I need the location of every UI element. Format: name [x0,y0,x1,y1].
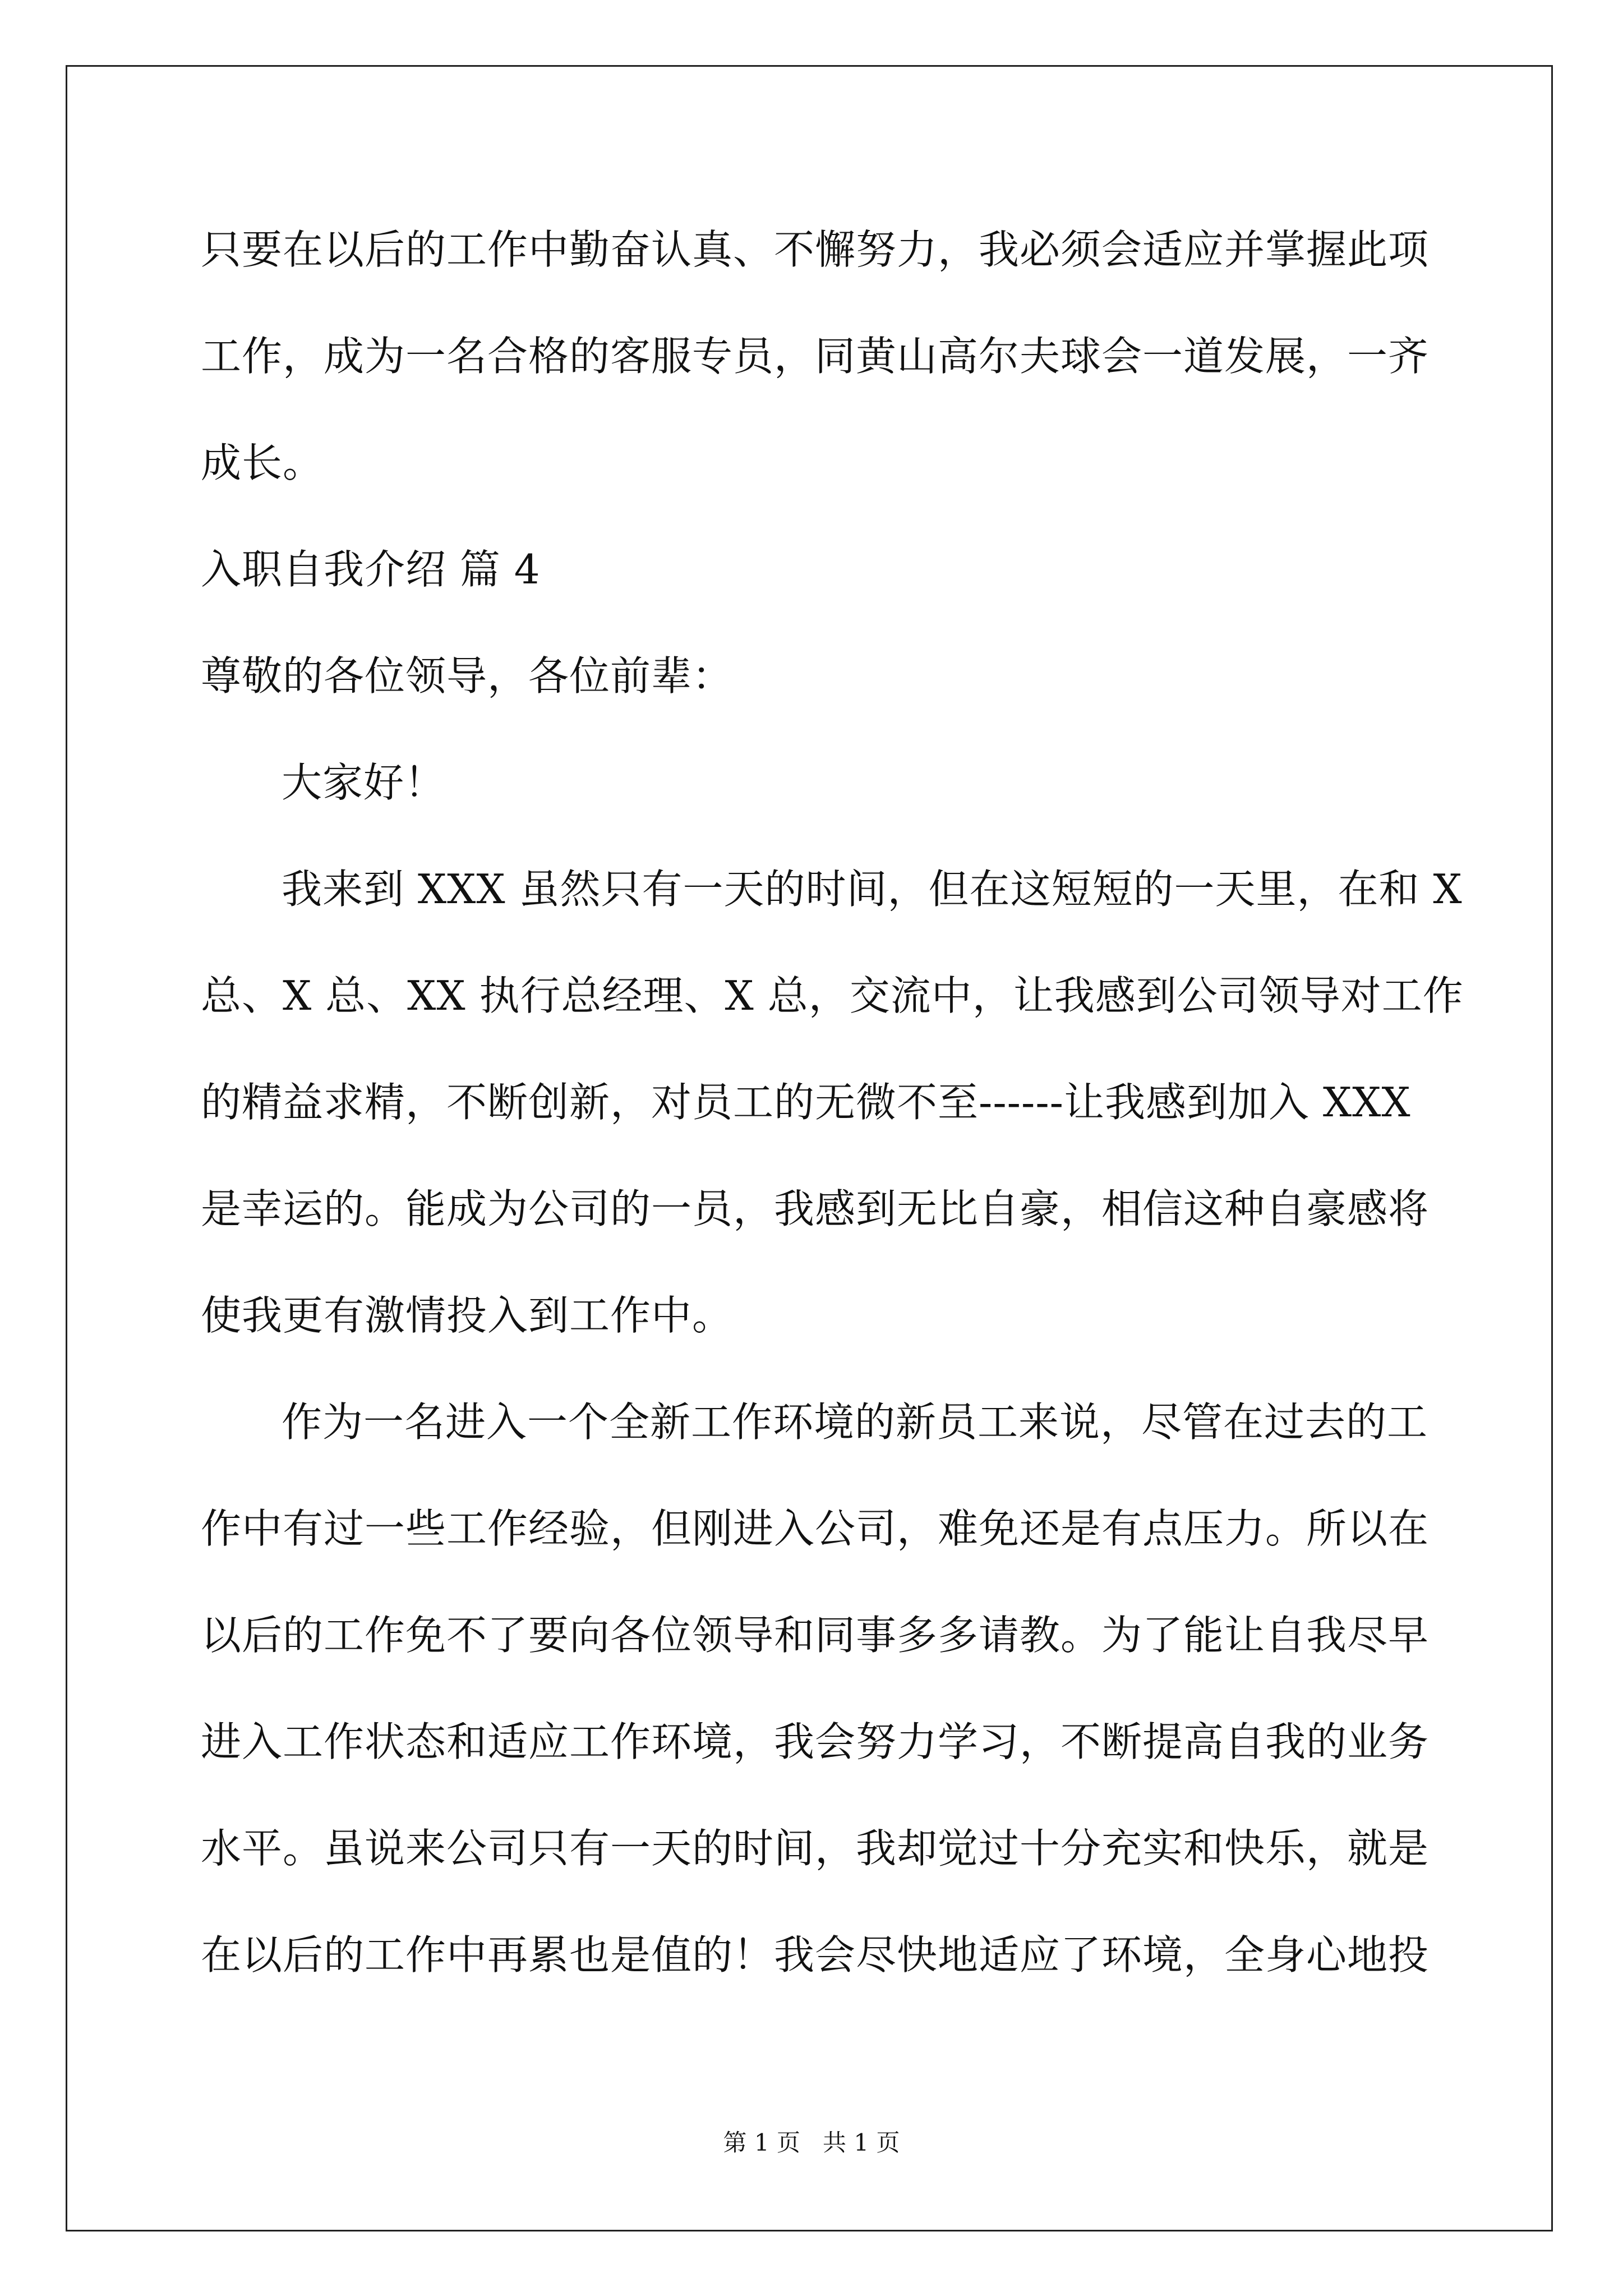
body-line: 在以后的工作中再累也是值的！我会尽快地适应了环境，全身心地投 [201,1931,1430,1978]
body-line: 水平。虽说来公司只有一天的时间，我却觉过十分充实和快乐，就是 [201,1825,1430,1872]
body-line: 以后的工作免不了要向各位领导和同事多多请教。为了能让自我尽早 [201,1612,1430,1659]
body-line: 工作，成为一名合格的客服专员，同黄山高尔夫球会一道发展，一齐 [201,333,1430,380]
body-line: 是幸运的。能成为公司的一员，我感到无比自豪，相信这种自豪感将 [201,1185,1430,1232]
body-line: 进入工作状态和适应工作环境，我会努力学习，不断提高自我的业务 [201,1718,1430,1765]
salutation: 尊敬的各位领导，各位前辈： [201,652,734,700]
page-footer: 第 1 页 共 1 页 [723,2129,900,2156]
body-line: 的精益求精，不断创新，对员工的无微不至------让我感到加入 XXX [201,1079,1411,1126]
body-line: 作为一名进入一个全新工作环境的新员工来说，尽管在过去的工 [282,1398,1428,1446]
section-heading: 入职自我介绍 篇 4 [201,546,541,593]
greeting: 大家好！ [282,759,446,806]
body-line: 使我更有激情投入到工作中。 [201,1292,734,1339]
body-line: 成长。 [201,439,324,486]
body-line: 只要在以后的工作中勤奋认真、不懈努力，我必须会适应并掌握此项 [201,226,1430,273]
body-line: 作中有过一些工作经验，但刚进入公司，难免还是有点压力。所以在 [201,1505,1430,1552]
document-body [201,222,1464,2033]
body-line: 总、X 总、XX 执行总经理、X 总，交流中，让我感到公司领导对工作 [201,972,1464,1019]
body-line: 我来到 XXX 虽然只有一天的时间，但在这短短的一天里，在和 X [282,866,1463,913]
